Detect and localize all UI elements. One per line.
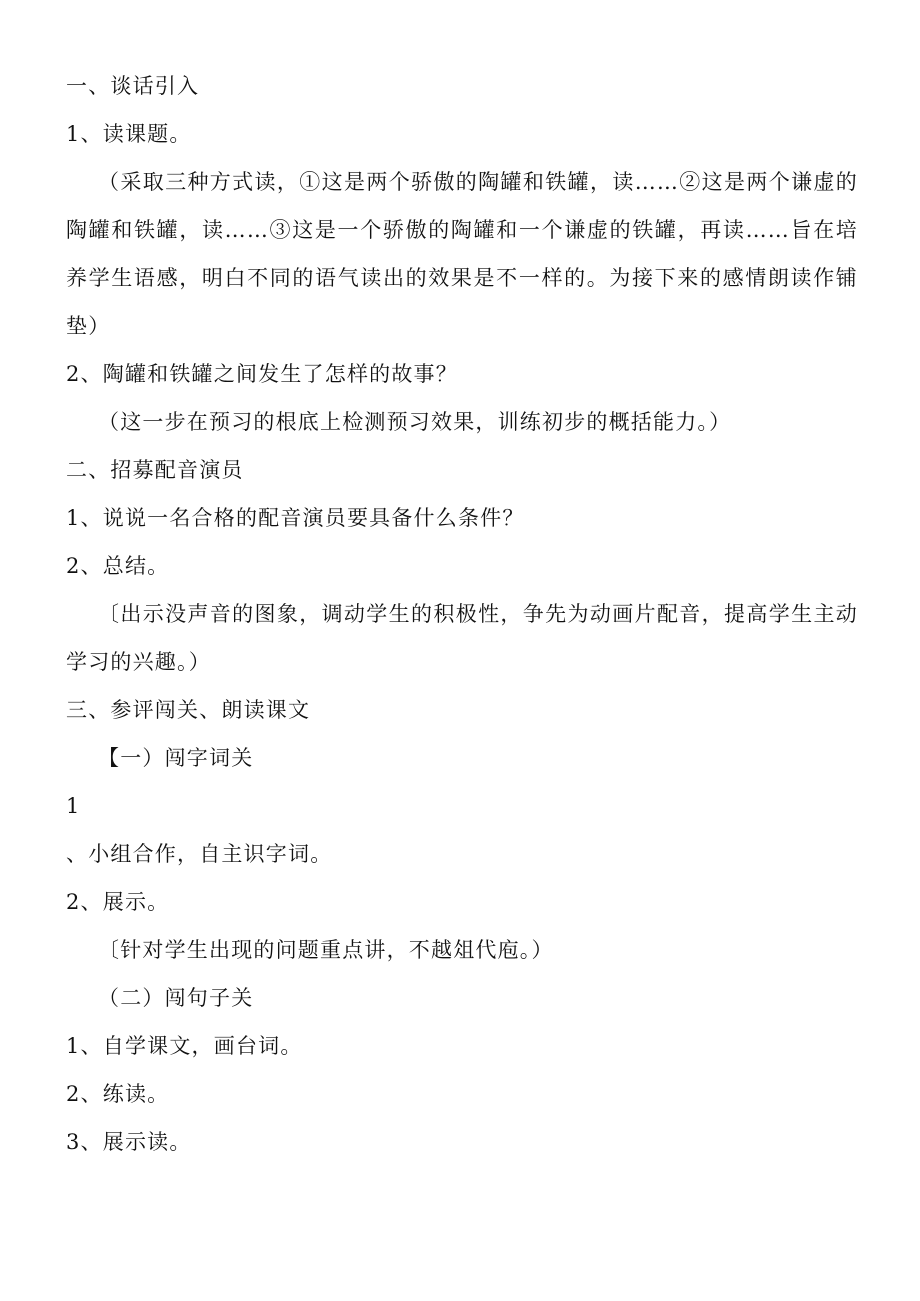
section-3-sub-2-item-1: 1、自学课文，画台词。 <box>66 1034 303 1058</box>
section-3-sub-1-number: 1 <box>66 794 81 818</box>
section-3-sub-2-item-3: 3、展示读。 <box>66 1130 192 1154</box>
section-3-subheading-2: （二）闯句子关 <box>98 986 254 1010</box>
section-2-item-2: 2、总结。 <box>66 554 170 578</box>
section-3-subheading-1: 【一）闯字词关 <box>98 746 254 770</box>
section-1-heading: 一、谈话引入 <box>66 74 200 98</box>
section-3-heading: 三、参评闯关、朗读课文 <box>66 698 311 722</box>
section-2-heading: 二、招募配音演员 <box>66 458 244 482</box>
section-1-item-1: 1、读课题。 <box>66 122 192 146</box>
section-3-sub-1-item-2: 2、展示。 <box>66 890 170 914</box>
section-1-item-2: 2、陶罐和铁罐之间发生了怎样的故事？ <box>66 362 458 386</box>
section-2-item-1: 1、说说一名合格的配音演员要具备什么条件？ <box>66 506 525 530</box>
section-3-sub-2-item-2: 2、练读。 <box>66 1082 170 1106</box>
section-3-sub-1-note: 〔针对学生出现的问题重点讲，不越俎代庖。） <box>98 938 554 962</box>
section-1-note-2: （这一步在预习的根底上检测预习效果，训练初步的概括能力。） <box>98 410 732 434</box>
section-1-note-1: （采取三种方式读，①这是两个骄傲的陶罐和铁罐，读……②这是两个谦虚的陶罐和铁罐，读……③这是一个骄傲的陶罐和一个谦虚的铁罐，再读……旨在培养学生语感，明白不同的语气读出的效果是不一样的。为接下来的感情朗读作铺垫） <box>66 170 858 338</box>
section-2-note: 〔出示没声音的图象，调动学生的积极性，争先为动画片配音，提高学生主动学习的兴趣。） <box>66 602 858 674</box>
section-3-sub-1-item-1: 、小组合作，自主识字词。 <box>66 842 333 866</box>
